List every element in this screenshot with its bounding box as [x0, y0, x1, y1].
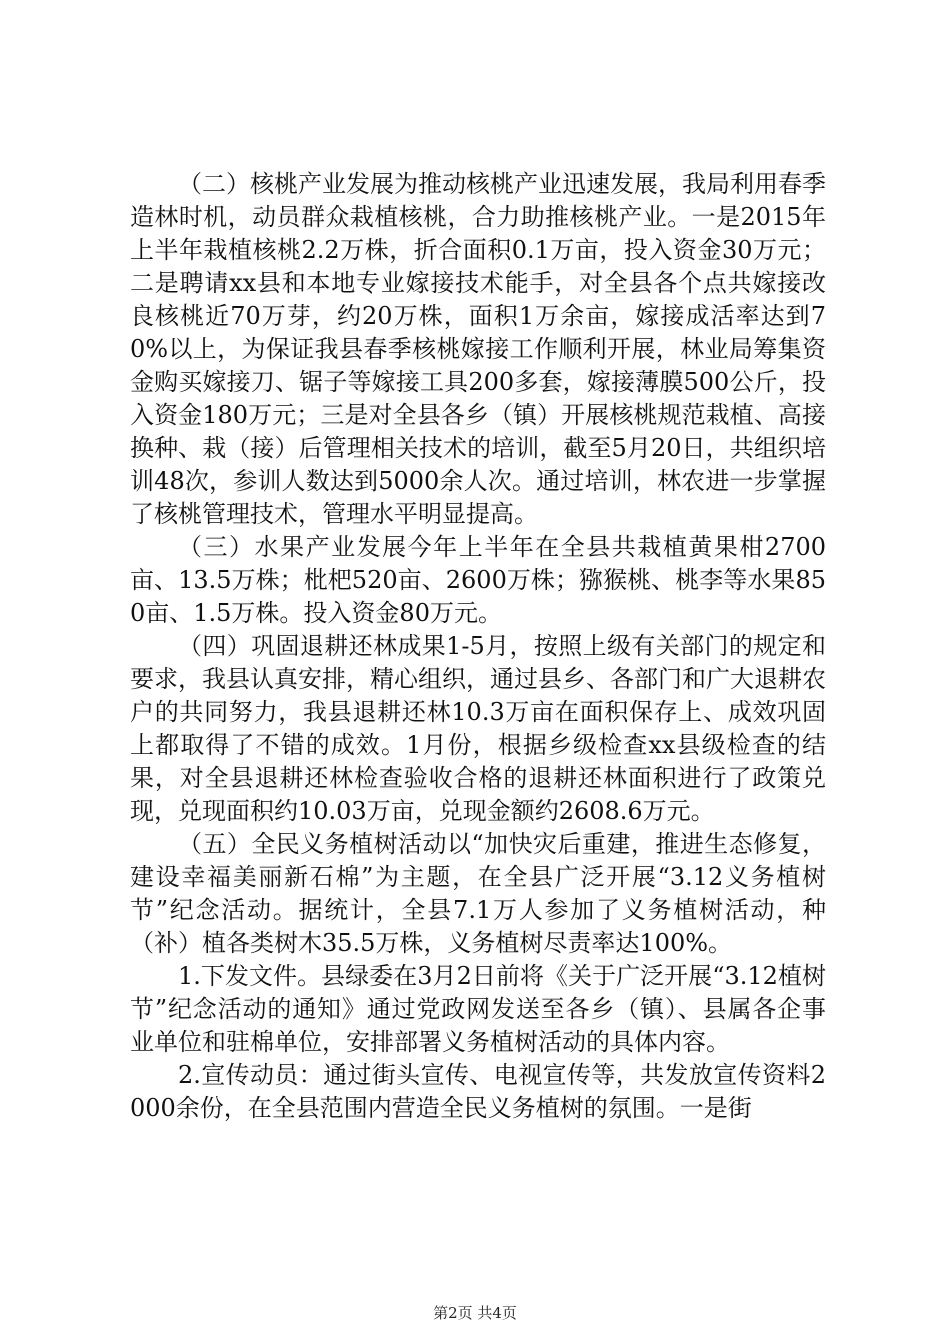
paragraph-issue-documents: 1.下发文件。县绿委在3月2日前将《关于广泛开展“3.12植树节”纪念活动的通知》通过党政网发送至各乡（镇）、县属各企事业单位和驻棉单位，安排部署义务植树活动的具体内容。 [130, 962, 826, 1056]
paragraph-grain-for-green: （四）巩固退耕还林成果1-5月，按照上级有关部门的规定和要求，我县认真安排，精心组织，通过县乡、各部门和广大退耕农户的共同努力，我县退耕还林10.3万亩在面积保存上、成效巩固上都取得了不错的成效。1月份，根据乡级检查xx县级检查的结果，对全县退耕还林检查验收合格的退耕还林面积进行了政策兑现，兑现面积约10.03万亩，兑现金额约2608.6万元。 [130, 632, 826, 825]
document-body [130, 168, 826, 1125]
paragraph-walnut-industry: （二）核桃产业发展为推动核桃产业迅速发展，我局利用春季造林时机，动员群众栽植核桃，合力助推核桃产业。一是2015年上半年栽植核桃2.2万株，折合面积0.1万亩，投入资金30万元；二是聘请xx县和本地专业嫁接技术能手，对全县各个点共嫁接改良核桃近70万芽，约20万株，面积1万余亩，嫁接成活率达到70%以上，为保证我县春季核桃嫁接工作顺利开展，林业局筹集资金购买嫁接刀、锯子等嫁接工具200多套，嫁接薄膜500公斤，投入资金180万元；三是对全县各乡（镇）开展核桃规范栽植、高接换种、栽（接）后管理相关技术的培训，截至5月20日，共组织培训48次，参训人数达到5000余人次。通过培训，林农进一步掌握了核桃管理技术，管理水平明显提高。 [130, 170, 826, 528]
paragraph-tree-planting-campaign: （五）全民义务植树活动以“加快灾后重建，推进生态修复，建设幸福美丽新石棉”为主题，在全县广泛开展“3.12义务植树节”纪念活动。据统计，全县7.1万人参加了义务植树活动，种（补）植各类树木35.5万株，义务植树尽责率达100%。 [130, 830, 826, 957]
paragraph-fruit-industry: （三）水果产业发展今年上半年在全县共栽植黄果柑2700亩、13.5万株；枇杷520亩、2600万株；猕猴桃、桃李等水果850亩、1.5万株。投入资金80万元。 [130, 533, 826, 627]
page-number-footer: 第2页 共4页 [433, 1304, 517, 1322]
paragraph-publicity: 2.宣传动员：通过街头宣传、电视宣传等，共发放宣传资料2000余份，在全县范围内营造全民义务植树的氛围。一是街 [130, 1061, 826, 1122]
